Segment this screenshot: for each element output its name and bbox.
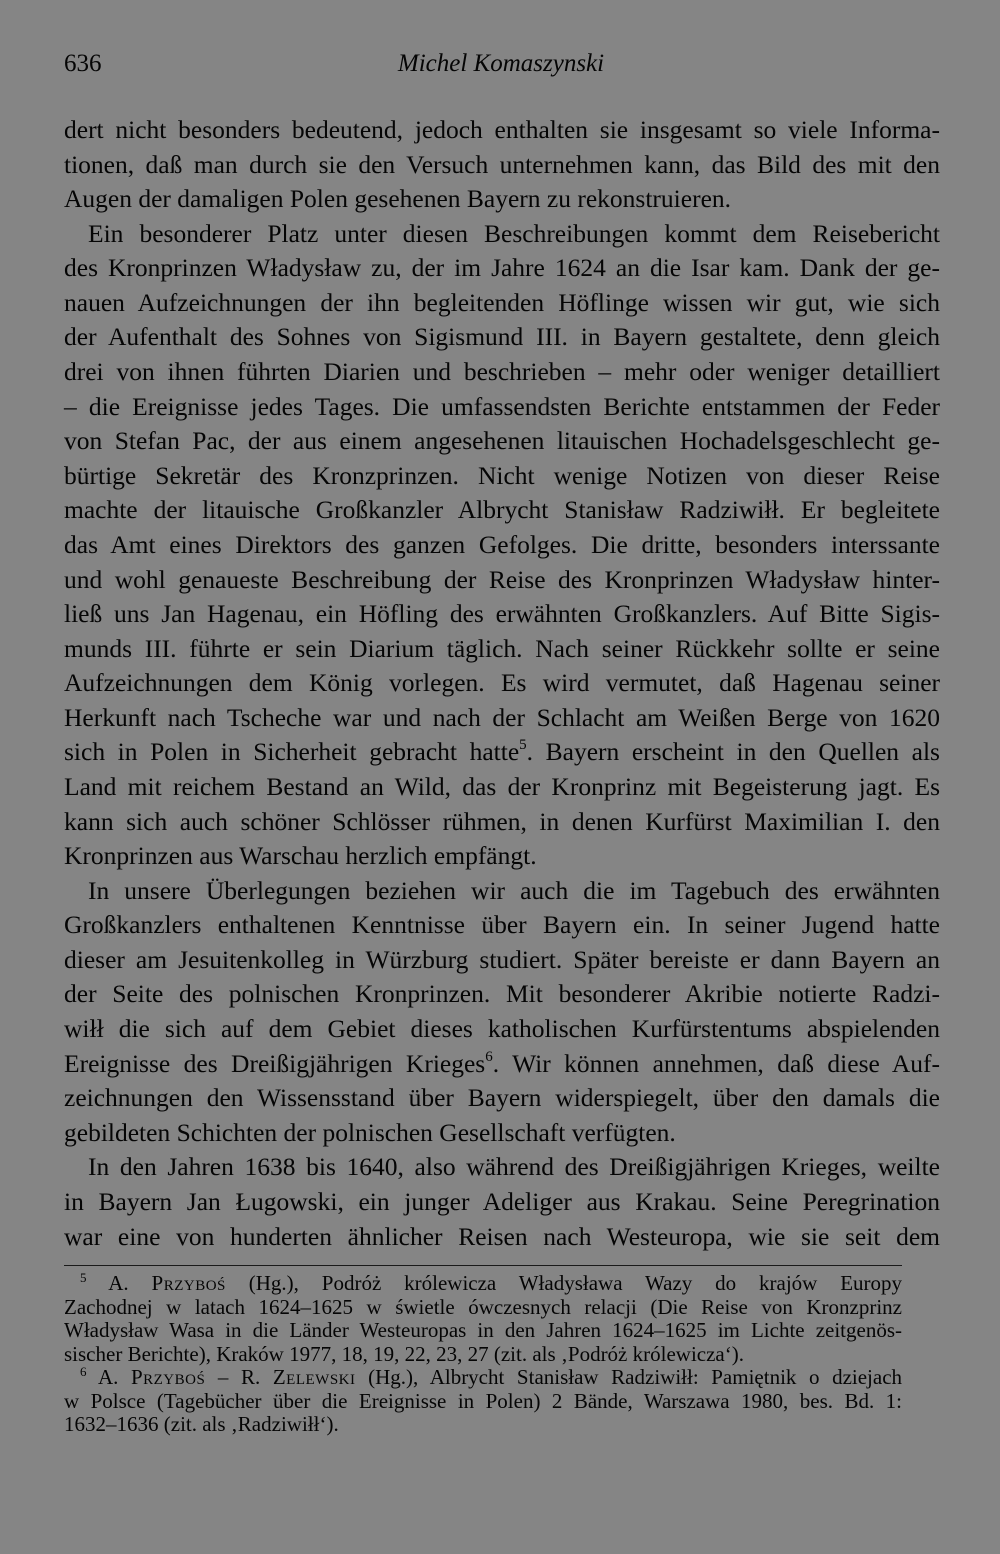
text-line: in Bayern Jan Ługowski, ein junger Adeliger aus Krakau. Seine Peregrination bbox=[64, 1186, 940, 1216]
footnote-line: 1632–1636 (zit. als ‚Radziwiłł‘). bbox=[64, 1412, 339, 1436]
text-segment: . Wir können annehmen, daß diese Auf- bbox=[492, 1048, 940, 1078]
running-head: Michel Komaszynski bbox=[397, 50, 605, 77]
text-line: der Aufenthalt des Sohnes von Sigismund III. in Bayern gestaltete, denn gleich bbox=[64, 322, 940, 352]
text-line: bürtige Sekretär des Kronzprinzen. Nicht wenige Notizen von dieser Reise bbox=[64, 460, 940, 490]
text-line: Kronprinzen aus Warschau herzlich empfängt. bbox=[64, 841, 537, 871]
text-line: gebildeten Schichten der polnischen Gesellschaft verfügten. bbox=[64, 1117, 676, 1147]
dash: – bbox=[217, 1365, 229, 1389]
text-segment: Ereignisse des Dreißigjährigen Krieges bbox=[64, 1048, 486, 1078]
text-line: munds III. führte er sein Diarium täglich. Nach seiner Rückkehr sollte er seine bbox=[64, 633, 940, 663]
text-segment: sich in Polen in Sicherheit gebracht hatte bbox=[64, 737, 520, 767]
text-line: – die Ereignisse jedes Tages. Die umfassendsten Berichte entstammen der Feder bbox=[64, 391, 940, 421]
text-line bbox=[64, 1047, 940, 1082]
footnote-5 bbox=[64, 1272, 902, 1296]
text-line: In den Jahren 1638 bis 1640, also während des Dreißigjährigen Krieges, weilte bbox=[88, 1152, 940, 1182]
text-line: war eine von hunderten ähnlicher Reisen nach Westeuropa, wie sie seit dem bbox=[64, 1221, 940, 1251]
footnote-line: sischer Berichte), Kraków 1977, 18, 19, 22, 23, 27 (zit. als ‚Podróż królewicza‘). bbox=[64, 1341, 744, 1366]
text-line: drei von ihnen führten Diarien und beschrieben – mehr oder weniger detailliert bbox=[64, 357, 940, 387]
page-number: 636 bbox=[64, 50, 102, 77]
author-initial: R. bbox=[241, 1365, 261, 1389]
text-line: und wohl genaueste Beschreibung der Reise des Kronprinzen Władysław hinter- bbox=[64, 564, 940, 594]
footnote-ref-5[interactable]: 5 bbox=[519, 737, 527, 754]
text-line: dieser am Jesuitenkolleg in Würzburg studiert. Später bereiste er dann Bayern an bbox=[64, 944, 940, 974]
text-line: Herkunft nach Tscheche war und nach der Schlacht am Weißen Berge von 1620 bbox=[64, 702, 940, 732]
page-header bbox=[64, 50, 938, 90]
text-line: wiłł die sich auf dem Gebiet dieses katholischen Kurfürstentums abspielenden bbox=[64, 1014, 940, 1044]
text-line: machte der litauische Großkanzler Albrycht Stanisław Radziwiłł. Er begleitete bbox=[64, 495, 940, 525]
text-line: der Seite des polnischen Kronprinzen. Mit besonderer Akribie notierte Radzi- bbox=[64, 979, 940, 1009]
text-line: nauen Aufzeichnungen der ihn begleitenden Höflinge wissen wir gut, wie sich bbox=[64, 287, 940, 317]
footnotes bbox=[64, 1272, 902, 1437]
body-text bbox=[64, 113, 940, 1254]
text-line: Großkanzlers enthaltenen Kenntnisse über Bayern ein. In seiner Jugend hatte bbox=[64, 910, 940, 940]
text-line: ließ uns Jan Hagenau, ein Höfling des erwähnten Großkanzlers. Auf Bitte Sigis- bbox=[64, 599, 940, 629]
footnote-line: Zachodnej w latach 1624–1625 w świetle ówczesnych relacji (Die Reise von Kronzprinz bbox=[64, 1294, 902, 1319]
text-line: Ein besonderer Platz unter diesen Beschreibungen kommt dem Reisebericht bbox=[88, 218, 940, 248]
footnote-ref-6[interactable]: 6 bbox=[485, 1048, 493, 1065]
author-initial: A. bbox=[97, 1365, 119, 1389]
text-line: Aufzeichnungen dem König vorlegen. Es wird vermutet, daß Hagenau seiner bbox=[64, 668, 940, 698]
text-line: von Stefan Pac, der aus einem angesehenen litauischen Hochadelsgeschlecht ge- bbox=[64, 426, 940, 456]
text-segment: (Hg.), Albrycht Stanisław Radziwiłł: Pamiętnik o dziejach bbox=[368, 1365, 903, 1389]
text-segment: . Bayern erscheint in den Quellen als bbox=[526, 737, 940, 767]
author-surname: Zelewski bbox=[272, 1365, 356, 1389]
text-segment: (Hg.), Podróż królewicza Władysława Wazy do krajów Europy bbox=[248, 1271, 903, 1295]
text-line: dert nicht besonders bedeutend, jedoch enthalten sie insgesamt so viele Informa- bbox=[64, 115, 940, 144]
footnote-separator bbox=[64, 1265, 902, 1266]
footnote-mark: 5 bbox=[80, 1270, 87, 1285]
text-line: Augen der damaligen Polen gesehenen Bayern zu rekonstruieren. bbox=[64, 184, 732, 214]
text-line bbox=[64, 735, 940, 770]
text-line: kann sich auch schöner Schlösser rühmen, in denen Kurfürst Maximilian I. den bbox=[64, 806, 940, 836]
footnote-line: w Polsce (Tagebücher über die Ereignisse in Polen) 2 Bände, Warszawa 1980, bes. Bd. 1: bbox=[64, 1388, 902, 1413]
text-line: das Amt eines Direktors des ganzen Gefolges. Die dritte, besonders interssante bbox=[64, 529, 940, 559]
footnote-mark: 6 bbox=[80, 1364, 87, 1379]
author-surname: Przyboś bbox=[151, 1271, 226, 1295]
text-line: Land mit reichem Bestand an Wild, das der Kronprinz mit Begeisterung jagt. Es bbox=[64, 771, 940, 801]
text-line: des Kronprinzen Władysław zu, der im Jahre 1624 an die Isar kam. Dank der ge- bbox=[64, 253, 940, 283]
text-line: tionen, daß man durch sie den Versuch unternehmen kann, das Bild des mit den bbox=[64, 149, 940, 179]
author-initial: A. bbox=[108, 1271, 129, 1295]
text-line: zeichnungen den Wissensstand über Bayern widerspiegelt, über den damals die bbox=[64, 1083, 940, 1113]
author-surname: Przyboś bbox=[130, 1365, 206, 1389]
footnote-line: Władysław Wasa in die Länder Westeuropas in den Jahren 1624–1625 im Lichte zeitgenös- bbox=[64, 1318, 902, 1342]
text-line: In unsere Überlegungen beziehen wir auch die im Tagebuch des erwähnten bbox=[88, 875, 940, 905]
footnote-6 bbox=[64, 1366, 902, 1390]
